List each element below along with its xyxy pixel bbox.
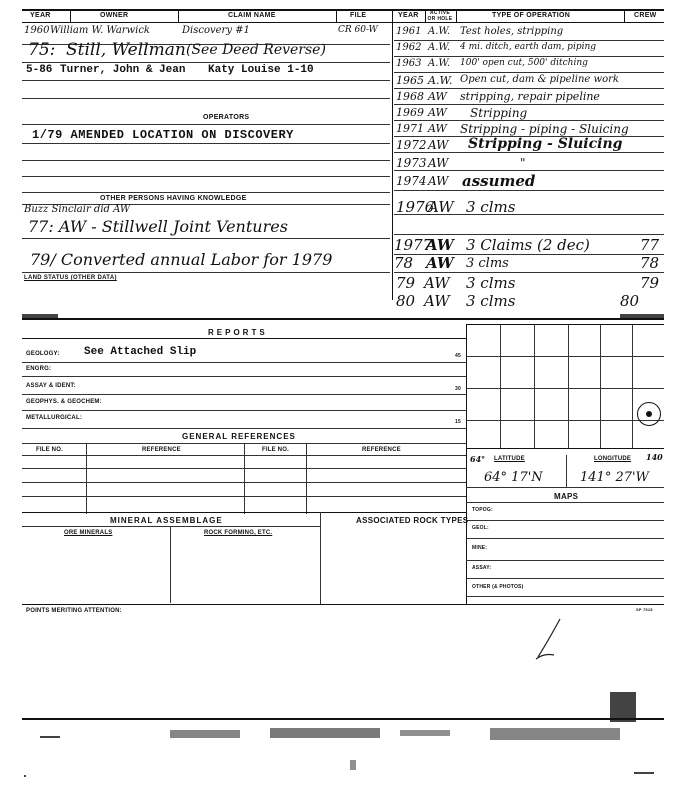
longitude-prefix: 140 — [646, 452, 663, 462]
work-row-6-year: 1969 — [396, 106, 424, 119]
header-file: FILE — [350, 12, 367, 19]
header-owner: OWNER — [100, 12, 129, 19]
pencil-mark — [520, 615, 570, 665]
work-row-12-crew: 77 — [640, 236, 660, 254]
mineral-assemblage-title: MINERAL ASSEMBLAGE — [110, 516, 223, 525]
work-row-7-op: Stripping - piping - Sluicing — [460, 122, 629, 136]
work-row-5-op: stripping, repair pipeline — [460, 90, 600, 103]
reports-title: REPORTS — [208, 328, 268, 337]
longitude-label: LONGITUDE — [594, 456, 632, 462]
work-row-9-year: 1973 — [396, 156, 427, 170]
header-type-operation: TYPE OF OPERATION — [492, 12, 571, 19]
owner-row-1-owner: William W. Warwick — [50, 25, 150, 36]
assay-ident-label: ASSAY & IDENT: — [26, 383, 76, 389]
work-row-4-op: Open cut, dam & pipeline work — [460, 74, 619, 85]
general-references-title: GENERAL REFERENCES — [182, 432, 296, 441]
owner-row-1-year: 1960 — [24, 25, 50, 36]
work-row-1-by: A.W. — [428, 26, 451, 37]
metallurgical-label: METALLURGICAL: — [26, 415, 83, 421]
work-row-12-year: 1977 — [394, 236, 433, 254]
work-row-9-op: " — [520, 156, 526, 170]
location-marker-icon — [637, 402, 661, 426]
work-row-11-op: 3 clms — [466, 198, 516, 216]
other-persons-title: OTHER PERSONS HAVING KNOWLEDGE — [100, 195, 247, 202]
work-row-13-crew: 78 — [640, 254, 660, 272]
gr-file-no-1: FILE NO. — [36, 447, 63, 453]
work-row-5-by: AW — [428, 90, 447, 103]
work-row-10-by: AW — [428, 174, 449, 188]
work-row-3-year: 1963 — [396, 58, 422, 69]
work-row-11-by: AW — [428, 198, 454, 216]
owner-row-3-claim: Katy Louise 1-10 — [208, 64, 314, 76]
gr-reference-1: REFERENCE — [142, 447, 181, 453]
amended-location-note: 1/79 AMENDED LOCATION ON DISCOVERY — [32, 128, 294, 142]
owner-row-3-year: 5-86 — [26, 64, 53, 76]
reports-number-30: 30 — [455, 386, 461, 392]
maps-title: MAPS — [554, 492, 579, 501]
work-row-14-crew: 79 — [640, 274, 660, 292]
rock-forming-label: ROCK FORMING, ETC. — [204, 530, 273, 536]
work-row-8-year: 1972 — [396, 138, 427, 152]
other-person-3: 79/ Converted annual Labor for 1979 — [30, 250, 333, 269]
work-row-15-crew: 80 — [620, 292, 640, 310]
operators-title: OPERATORS — [203, 114, 250, 121]
work-row-1-year: 1961 — [396, 26, 422, 37]
land-status-label: LAND STATUS (OTHER DATA) — [24, 275, 117, 281]
work-row-4-year: 1965 — [396, 74, 424, 87]
work-row-4-by: A.W. — [428, 74, 453, 87]
header-active: ACTIVE OR HOLE — [427, 10, 453, 22]
work-row-7-by: AW — [428, 122, 447, 135]
header-claim-name: CLAIM NAME — [228, 12, 276, 19]
work-row-6-by: AW — [428, 106, 447, 119]
maps-mine-label: MINE: — [472, 545, 488, 551]
longitude-value: 141° 27'W — [580, 470, 649, 485]
work-row-9-by: AW — [428, 156, 449, 170]
work-row-15-op: 3 clms — [466, 292, 516, 310]
latitude-value: 64° 17'N — [484, 470, 543, 485]
work-row-6-op: Stripping — [470, 106, 528, 120]
work-row-8-by: AW — [428, 138, 449, 152]
reports-number-15: 15 — [455, 419, 461, 425]
geology-label: GEOLOGY: — [26, 351, 60, 357]
owner-row-2-claim: (See Deed Reverse) — [186, 42, 326, 58]
ore-minerals-label: ORE MINERALS — [64, 530, 113, 536]
latitude-prefix: 64° — [470, 454, 486, 464]
owner-row-2-year: 75: — [28, 40, 56, 60]
maps-assay-label: ASSAY: — [472, 565, 492, 571]
work-row-8-op: Stripping - Sluicing — [468, 136, 623, 152]
reports-number-45: 45 — [455, 353, 461, 359]
header-year: YEAR — [30, 12, 51, 19]
work-row-2-by: A.W. — [428, 42, 451, 53]
latitude-label: LATITUDE — [494, 456, 525, 462]
work-row-14-op: 3 clms — [466, 274, 516, 292]
work-row-1-op: Test holes, stripping — [460, 26, 564, 37]
owner-row-1-file: CR 60-W — [338, 25, 378, 35]
maps-topog-label: TOPOG: — [472, 507, 493, 513]
header-crew: CREW — [634, 12, 657, 19]
work-row-5-year: 1968 — [396, 90, 424, 103]
work-row-15-year: 80 — [396, 292, 416, 310]
header-year-2: YEAR — [398, 12, 419, 19]
work-row-13-year: 78 — [394, 254, 414, 272]
work-row-10-op: assumed — [462, 172, 536, 190]
owner-row-3-owner: Turner, John & Jean — [60, 64, 186, 76]
work-row-3-op: 100' open cut, 500' ditching — [460, 58, 588, 68]
work-row-14-year: 79 — [396, 274, 416, 292]
work-row-7-year: 1971 — [396, 122, 424, 135]
work-row-15-by: AW — [424, 292, 450, 310]
maps-geol-label: GEOL: — [472, 525, 489, 531]
geophys-geochem-label: GEOPHYS. & GEOCHEM: — [26, 399, 102, 405]
work-row-2-year: 1962 — [396, 42, 422, 53]
maps-other-label: OTHER (& PHOTOS) — [472, 584, 524, 590]
work-row-12-op: 3 Claims (2 dec) — [466, 236, 590, 254]
work-row-11-year: 1976 — [396, 198, 435, 216]
other-person-1: Buzz Sinclair did AW — [24, 204, 131, 215]
work-row-12-by: AW — [426, 236, 454, 254]
owner-row-1-claim: Discovery #1 — [182, 25, 250, 36]
gr-reference-2: REFERENCE — [362, 447, 401, 453]
work-row-13-by: AW — [426, 254, 454, 272]
work-row-2-op: 4 mi. ditch, earth dam, piping — [460, 42, 597, 52]
owner-row-2-owner: Still, Wellman — [66, 40, 186, 60]
form-number: SP 7515 — [636, 607, 653, 612]
engrg-label: ENGRG: — [26, 366, 52, 372]
associated-rock-types-label: ASSOCIATED ROCK TYPES — [356, 516, 469, 525]
other-person-2: 77: AW - Stillwell Joint Ventures — [28, 217, 288, 236]
work-row-3-by: A.W. — [428, 58, 451, 69]
work-row-14-by: AW — [424, 274, 450, 292]
geology-value: See Attached Slip — [84, 346, 197, 358]
points-meriting-attention-label: POINTS MERITING ATTENTION: — [26, 608, 122, 614]
gr-file-no-2: FILE NO. — [262, 447, 289, 453]
work-row-13-op: 3 clms — [466, 256, 509, 271]
work-row-10-year: 1974 — [396, 174, 427, 188]
